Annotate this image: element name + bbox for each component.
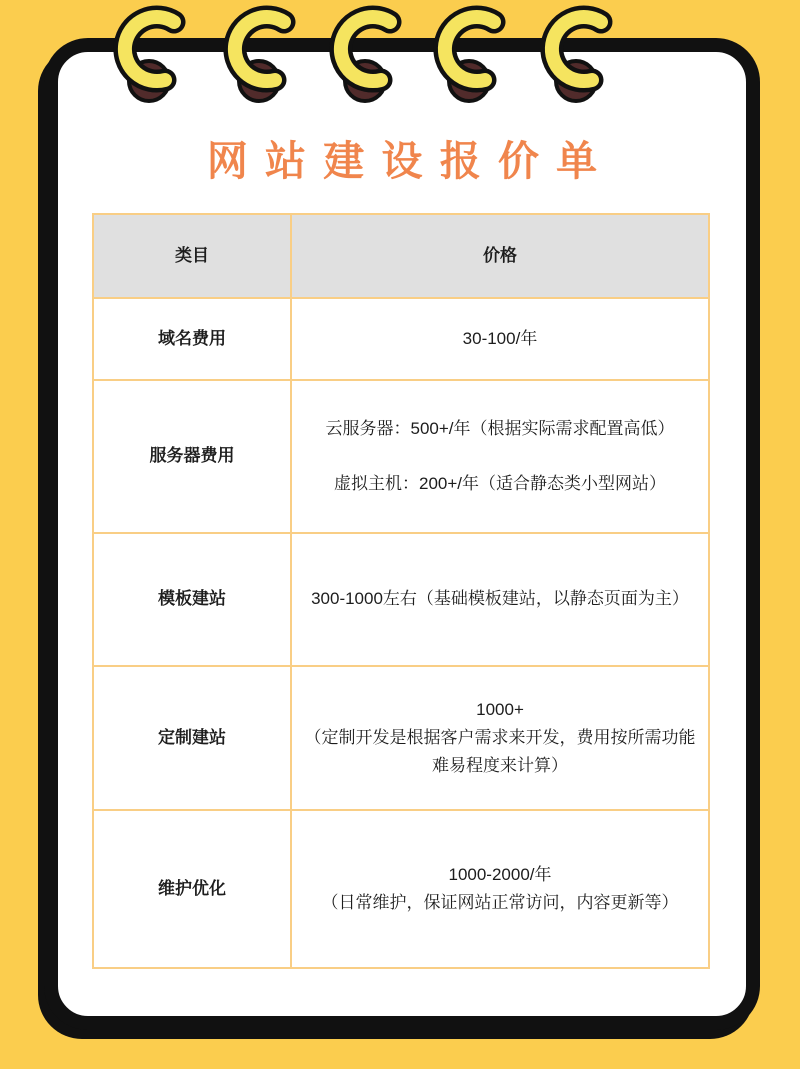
price-cell	[292, 532, 708, 665]
binder-ring-icon	[111, 3, 205, 109]
price-line: 30-100/年	[462, 328, 538, 348]
column-header: 类目	[94, 215, 292, 297]
price-cell	[292, 297, 708, 379]
price-cell	[292, 379, 708, 532]
category-cell: 维护优化	[94, 809, 292, 967]
category-cell: 模板建站	[94, 532, 292, 665]
binder-ring-icon	[431, 3, 525, 109]
notebook-page	[44, 38, 760, 1030]
category-cell: 服务器费用	[94, 379, 292, 532]
binder-rings	[0, 0, 800, 110]
binder-ring-icon	[538, 3, 632, 109]
price-cell	[292, 809, 708, 967]
column-header: 价格	[292, 215, 708, 297]
price-table	[92, 213, 710, 969]
price-cell	[292, 665, 708, 809]
price-line: 1000+	[476, 699, 524, 719]
category-cell: 域名费用	[94, 297, 292, 379]
price-line: 1000-2000/年	[448, 864, 552, 884]
price-line: 虚拟主机：200+/年（适合静态类小型网站）	[333, 473, 666, 493]
price-line: 300-1000左右（基础模板建站，以静态页面为主）	[311, 589, 689, 609]
price-line: 云服务器：500+/年（根据实际需求配置高低）	[325, 419, 675, 439]
binder-ring-icon	[327, 3, 421, 109]
category-cell: 定制建站	[94, 665, 292, 809]
price-line: （日常维护，保证网站正常访问，内容更新等）	[321, 893, 679, 912]
page-title: 网站建设报价单	[206, 138, 615, 184]
binder-ring-icon	[221, 3, 315, 109]
price-line: （定制开发是根据客户需求来开发，费用按所需功能难易程度来计算）	[304, 727, 696, 776]
